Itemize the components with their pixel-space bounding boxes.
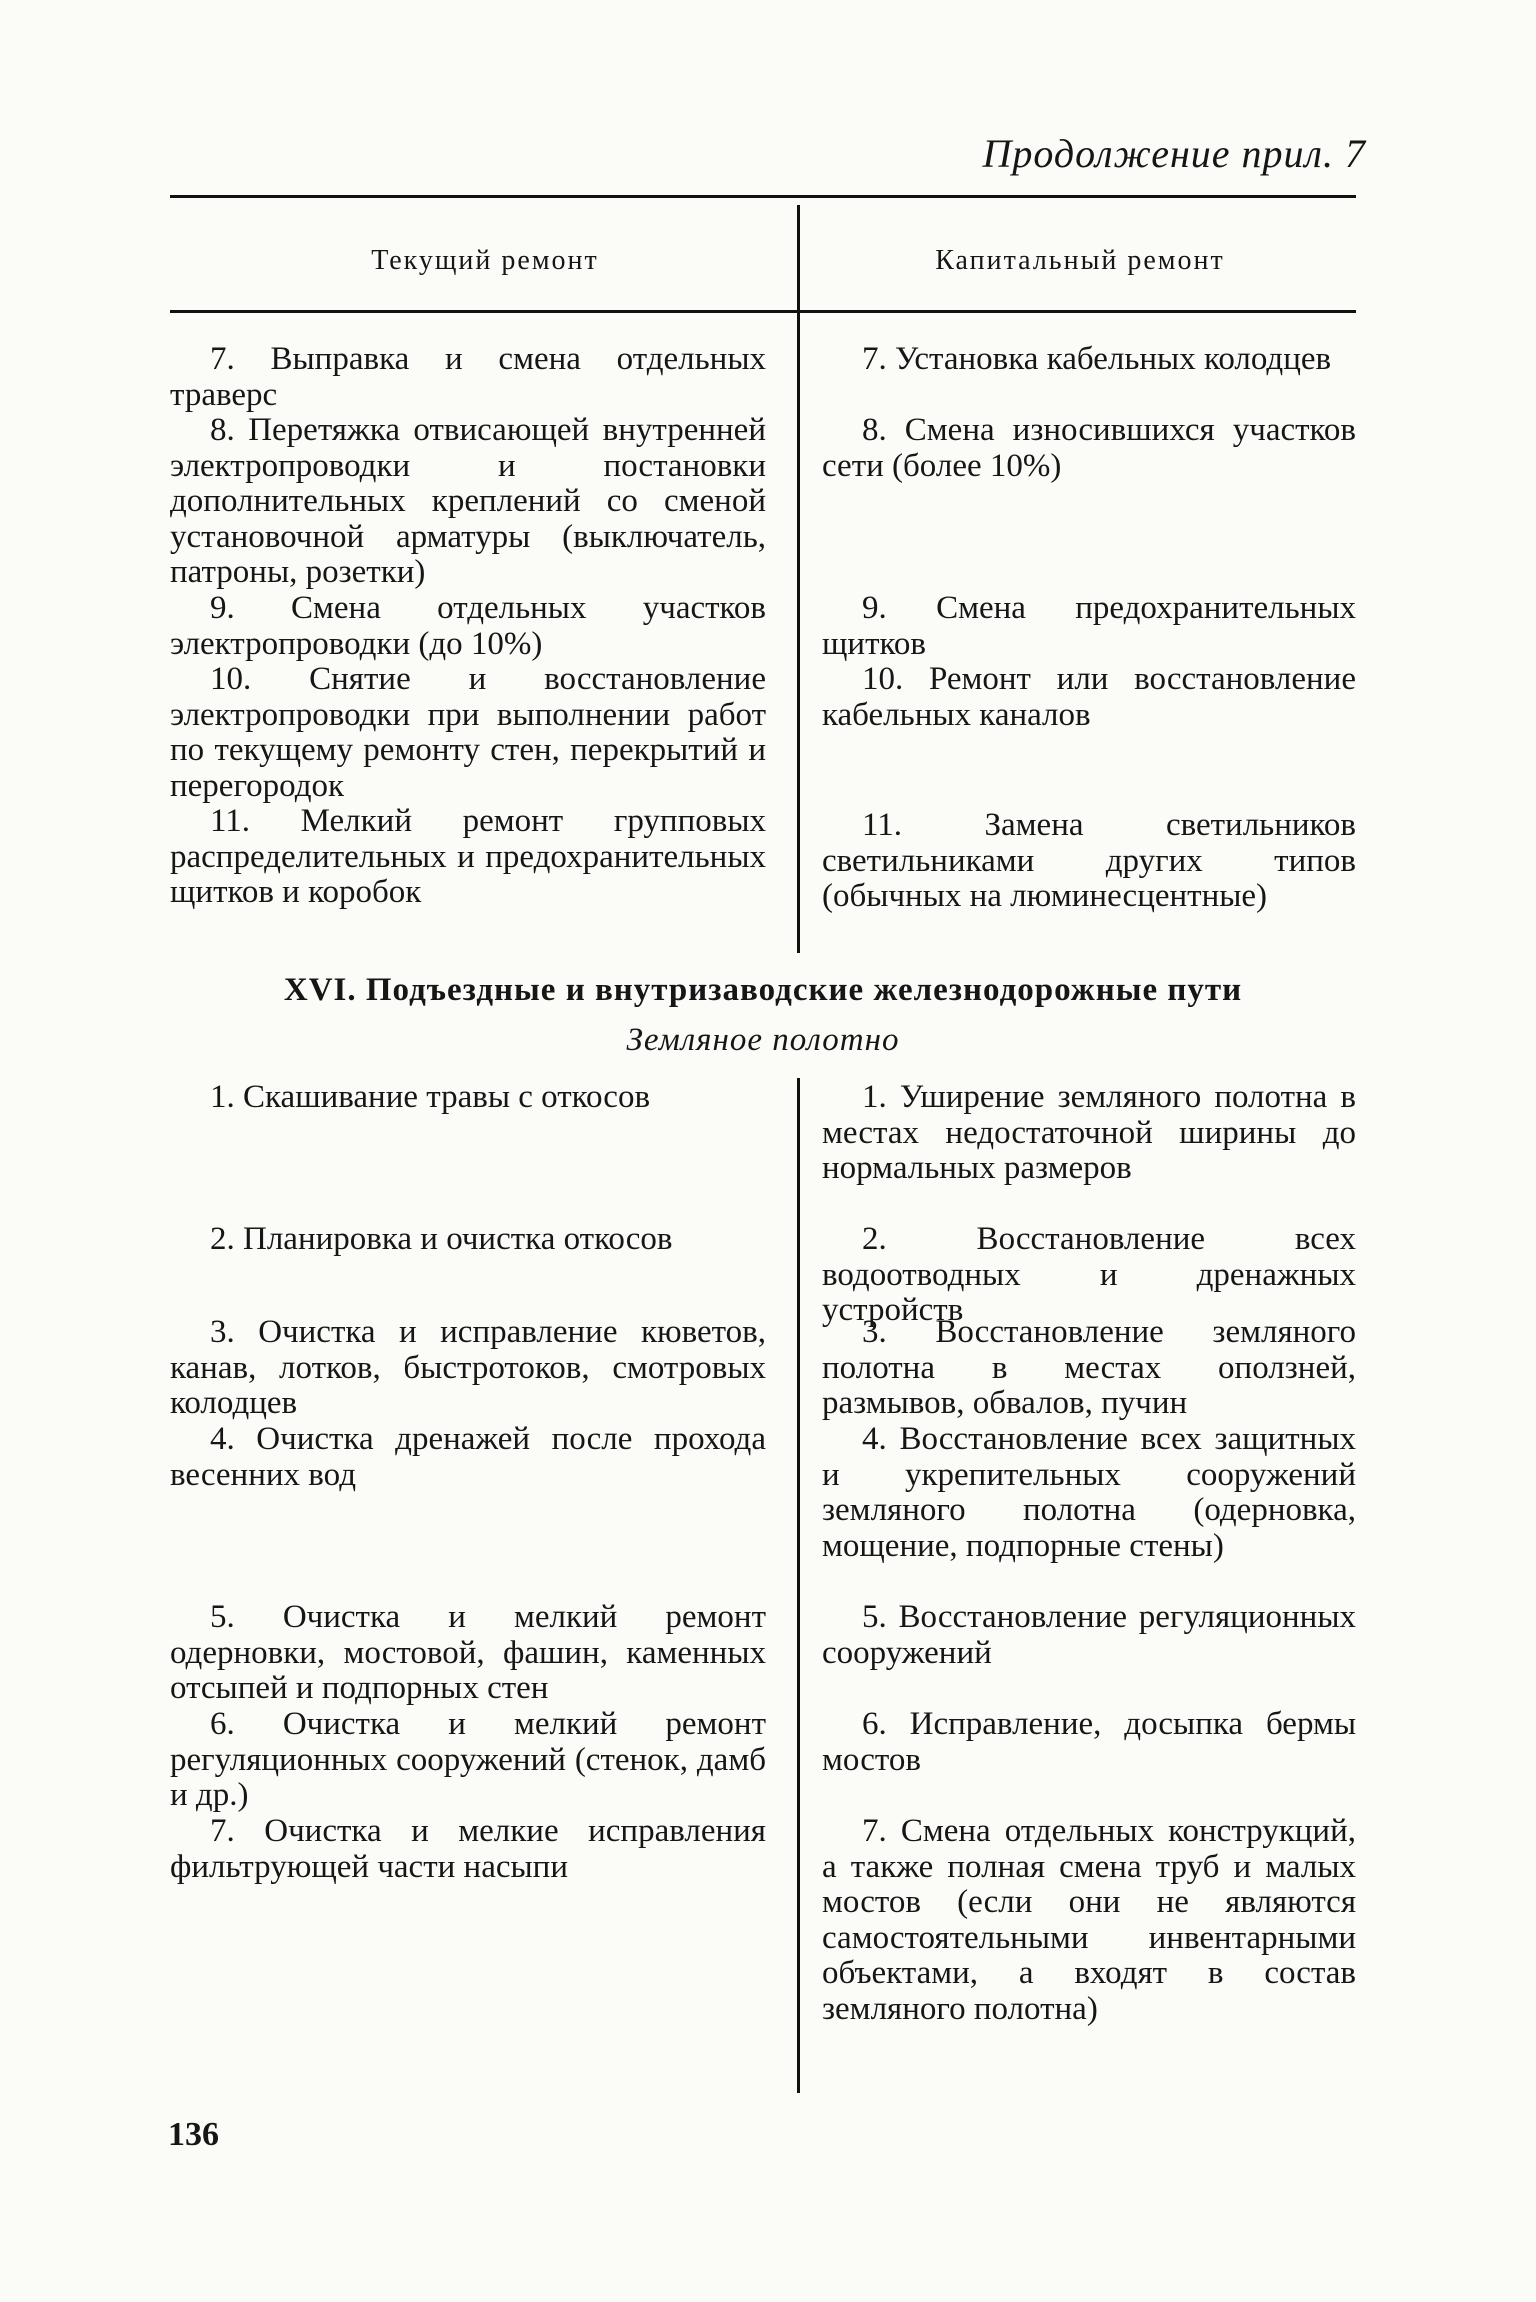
list-item: 4. Очистка дренажей после прохода весенних вод xyxy=(170,1421,766,1493)
list-item: 6. Очистка и мелкий ремонт регуляционных сооружений (стенок, дамб и др.) xyxy=(170,1706,766,1813)
table-header-rule xyxy=(170,310,1356,313)
list-item: 7. Установка кабельных колодцев xyxy=(862,341,1332,377)
list-item: 1. Уширение земляного полотна в местах недостаточной ширины до нормальных размеров xyxy=(822,1079,1356,1186)
block1-left-item xyxy=(170,413,766,591)
list-item: 5. Восстановление регуляционных сооружений xyxy=(822,1599,1356,1671)
list-item: 11. Мелкий ремонт групповых распределительных и предохранительных щитков и коробок xyxy=(170,803,766,910)
list-item: 10. Снятие и восстановление электропроводки при выполнении работ по текущему ремонту стен, перекрытий и перегородок xyxy=(170,661,766,804)
list-item: 9. Смена предохранительных щитков xyxy=(822,590,1356,662)
block2-left-item xyxy=(170,1080,766,1116)
list-item: 8. Перетяжка отвисающей внутренней электропроводки и постановки дополнительных креплений со сменой установочной арматуры (выключатель, патроны, розетки) xyxy=(170,412,766,590)
block2-left-item xyxy=(170,1422,766,1493)
block2-right-item xyxy=(822,1080,1356,1187)
list-item: 8. Смена износившихся участков сети (более 10%) xyxy=(822,412,1356,484)
block2-right-item xyxy=(822,1315,1356,1422)
list-item: 9. Смена отдельных участков электропроводки (до 10%) xyxy=(170,590,766,662)
column-divider xyxy=(797,205,800,953)
block2-left-item xyxy=(170,1222,766,1258)
column-header-capital-repair: Капитальный ремонт xyxy=(935,245,1225,276)
table-top-rule xyxy=(170,195,1356,198)
block2-right-item xyxy=(822,1422,1356,1564)
block1-right-item xyxy=(822,413,1356,484)
list-item: 11. Замена светильников светильниками других типов (обычных на люминесцентные) xyxy=(822,807,1356,914)
column-header-current-repair: Текущий ремонт xyxy=(371,245,599,276)
block2-right-item xyxy=(822,1222,1356,1329)
block1-right-item xyxy=(822,808,1356,915)
block1-right-item xyxy=(822,662,1356,733)
subsection-title: Земляное полотно xyxy=(626,1022,900,1058)
list-item: 5. Очистка и мелкий ремонт одерновки, мостовой, фашин, каменных отсыпей и подпорных стен xyxy=(170,1599,766,1706)
list-item: 1. Скашивание травы с откосов xyxy=(210,1079,651,1115)
block1-left-item xyxy=(170,591,766,662)
column-divider xyxy=(797,1078,800,2093)
block2-left-item xyxy=(170,1814,766,1885)
list-item: 10. Ремонт или восстановление кабельных каналов xyxy=(822,661,1356,733)
block2-left-item xyxy=(170,1707,766,1814)
block2-right-item xyxy=(822,1707,1356,1778)
list-item: 3. Очистка и исправление кюветов, канав, лотков, быстротоков, смотровых колодцев xyxy=(170,1314,766,1421)
block1-left-item xyxy=(170,804,766,911)
page-number: 136 xyxy=(168,2116,219,2153)
block1-left-item xyxy=(170,662,766,804)
block1-left-item xyxy=(170,342,766,413)
block2-right-item xyxy=(822,1814,1356,2027)
block1-right-item xyxy=(822,342,1356,378)
list-item: 6. Исправление, досыпка бермы мостов xyxy=(822,1706,1356,1778)
list-item: 3. Восстановление земляного полотна в местах оползней, размывов, обвалов, пучин xyxy=(822,1314,1356,1421)
list-item: 4. Восстановление всех защитных и укрепительных сооружений земляного полотна (одерновка, мощение, подпорные стены) xyxy=(822,1421,1356,1564)
block2-left-item xyxy=(170,1315,766,1422)
list-item: 7. Выправка и смена отдельных траверс xyxy=(170,341,766,413)
list-item: 2. Восстановление всех водоотводных и дренажных устройств xyxy=(822,1221,1356,1328)
list-item: 2. Планировка и очистка откосов xyxy=(210,1221,673,1257)
list-item: 7. Смена отдельных конструкций, а также полная смена труб и малых мостов (если они не являются самостоятельными инвентарными объектами, а входят в состав земляного полотна) xyxy=(822,1813,1356,2027)
section-title: XVI. Подъездные и внутризаводские железнодорожные пути xyxy=(283,972,1243,1008)
list-item: 7. Очистка и мелкие исправления фильтрующей части насыпи xyxy=(170,1813,766,1885)
block2-right-item xyxy=(822,1600,1356,1671)
running-head: Продолжение прил. 7 xyxy=(982,131,1366,176)
block2-left-item xyxy=(170,1600,766,1707)
block1-right-item xyxy=(822,591,1356,662)
